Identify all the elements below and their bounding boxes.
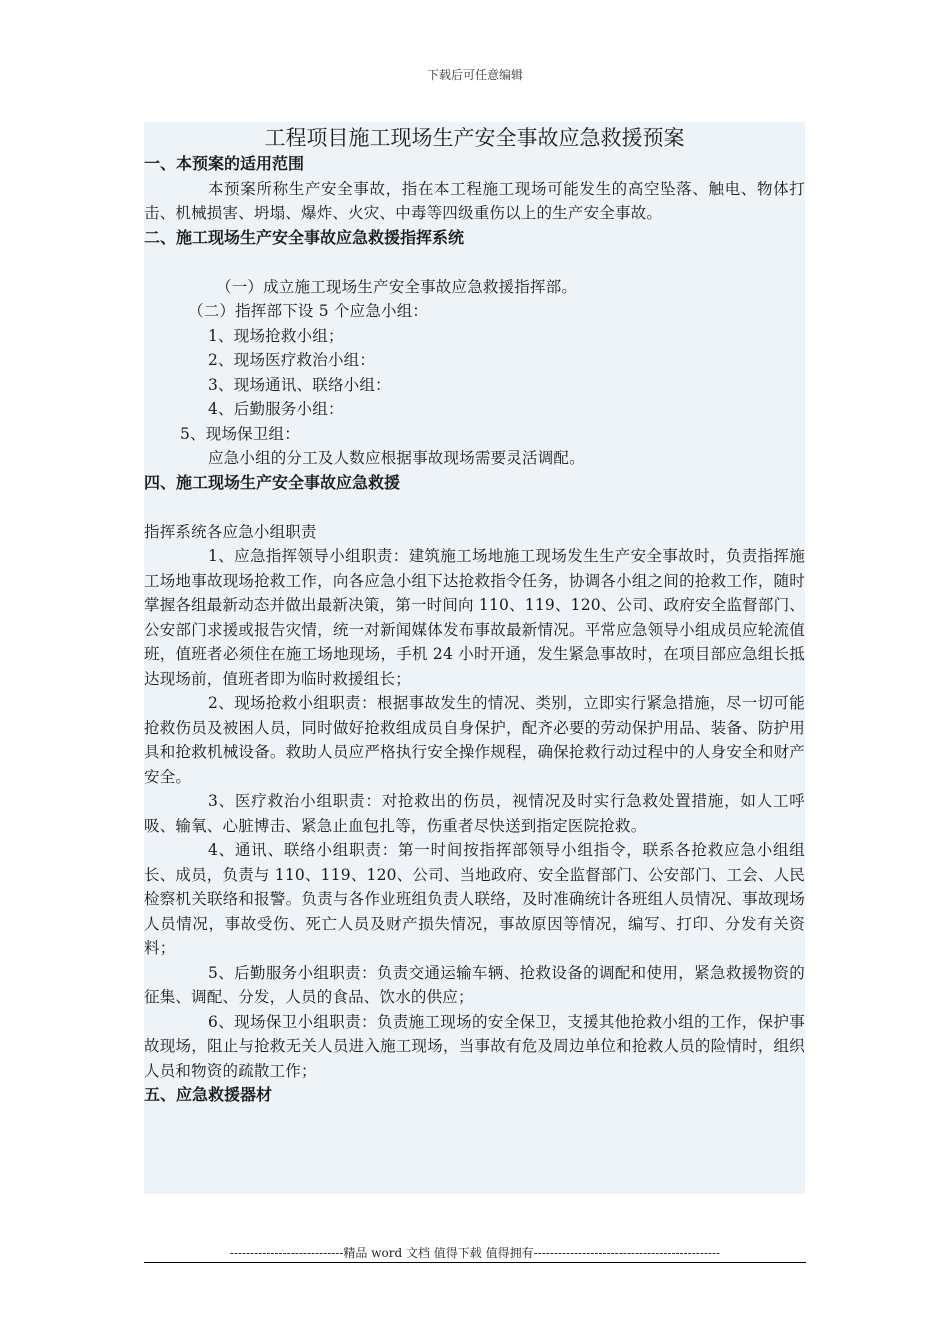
group-list-item: 3、现场通讯、联络小组： <box>208 375 391 394</box>
document-body <box>144 122 805 1194</box>
duty-paragraph: 2、现场抢救小组职责：根据事故发生的情况、类别，立即实行紧急措施，尽一切可能抢救伤员及被困人员，同时做好抢救组成员自身保护，配齐必要的劳动保护用品、装备、防护用具和抢救机械设备。救助人员应严格执行安全操作规程，确保抢救行动过程中的人身安全和财产安全。 <box>144 694 805 786</box>
section-heading-rescue: 四、施工现场生产安全事故应急救援 <box>144 472 401 492</box>
group-list-item: 2、现场医疗救治小组： <box>208 351 376 369</box>
document-title: 工程项目施工现场生产安全事故应急救援预案 <box>264 126 685 150</box>
footer-rule <box>144 1262 806 1263</box>
scope-paragraph: 本预案所称生产安全事故，指在本工程施工现场可能发生的高空坠落、触电、物体打击、机械损害、坍塌、爆炸、火灾、中毒等四级重伤以上的生产安全事故。 <box>144 179 805 222</box>
duty-paragraph: 3、医疗救治小组职责：对抢救出的伤员，视情况及时实行急救处置措施，如人工呼吸、输氧、心脏博击、紧急止血包扎等，伤重者尽快送到指定医院抢救。 <box>144 792 805 835</box>
duty-paragraph: 1、应急指挥领导小组职责：建筑施工场地施工现场发生生产安全事故时，负责指挥施工场地事故现场抢救工作，向各应急小组下达抢救指令任务，协调各小组之间的抢救工作，随时掌握各组最新动态并做出最新决策，第一时间向 110、119、120、公司、政府安全监督部门、公安部门求援或报告灾情，统一对新闻媒体发布事故最新情况。平常应急领导小组成员应轮流值班，值班者必须住在施工场地现场，手机 24 小时开通，发生紧急事故时，在项目部应急组长抵达现场前，值班者即为临时救援组长； <box>144 547 805 688</box>
duties-subheading: 指挥系统各应急小组职责 <box>144 522 317 541</box>
section-heading-command-system: 二、施工现场生产安全事故应急救援指挥系统 <box>144 227 465 247</box>
duty-paragraph: 5、后勤服务小组职责：负责交通运输车辆、抢救设备的调配和使用，紧急救援物资的征集、调配、分发，人员的食品、饮水的供应； <box>144 963 805 1006</box>
group-list-item: 1、现场抢救小组； <box>208 326 344 345</box>
duty-paragraph: 4、通讯、联络小组职责：第一时间按指挥部领导小组指令，联系各抢救应急小组组长、成员，负责与 110、119、120、公司、当地政府、安全监督部门、公安部门、工会、人民检察机关联络和报警。负责与各作业班组负责人联络，及时准确统计各班组人员情况、事故现场人员情况，事故受伤、死亡人员及财产损失情况，事故原因等情况，编写、打印、分发有关资料； <box>144 841 805 957</box>
page-footer: ----------------------------精品 word 文档 值得下载 值得拥有---------------------------------------------- <box>229 1246 721 1260</box>
section-heading-scope: 一、本预案的适用范围 <box>144 154 305 173</box>
command-item-2: （二）指挥部下设 5 个应急小组： <box>188 302 429 320</box>
page-header: 下载后可任意编辑 <box>426 68 523 82</box>
group-list-item: 4、后勤服务小组： <box>208 400 344 418</box>
duty-paragraph: 6、现场保卫小组职责：负责施工现场的安全保卫，支援其他抢救小组的工作，保护事故现场，阻止与抢救无关人员进入施工现场，当事故有危及周边单位和抢救人员的险情时，组织人员和物资的疏散工作； <box>144 1012 805 1080</box>
section-heading-equipment: 五、应急救援器材 <box>144 1085 273 1104</box>
group-list-item: 5、现场保卫组： <box>180 424 300 443</box>
group-note: 应急小组的分工及人数应根据事故现场需要灵活调配。 <box>208 449 585 467</box>
command-item-1: （一）成立施工现场生产安全事故应急救援指挥部。 <box>216 277 578 296</box>
